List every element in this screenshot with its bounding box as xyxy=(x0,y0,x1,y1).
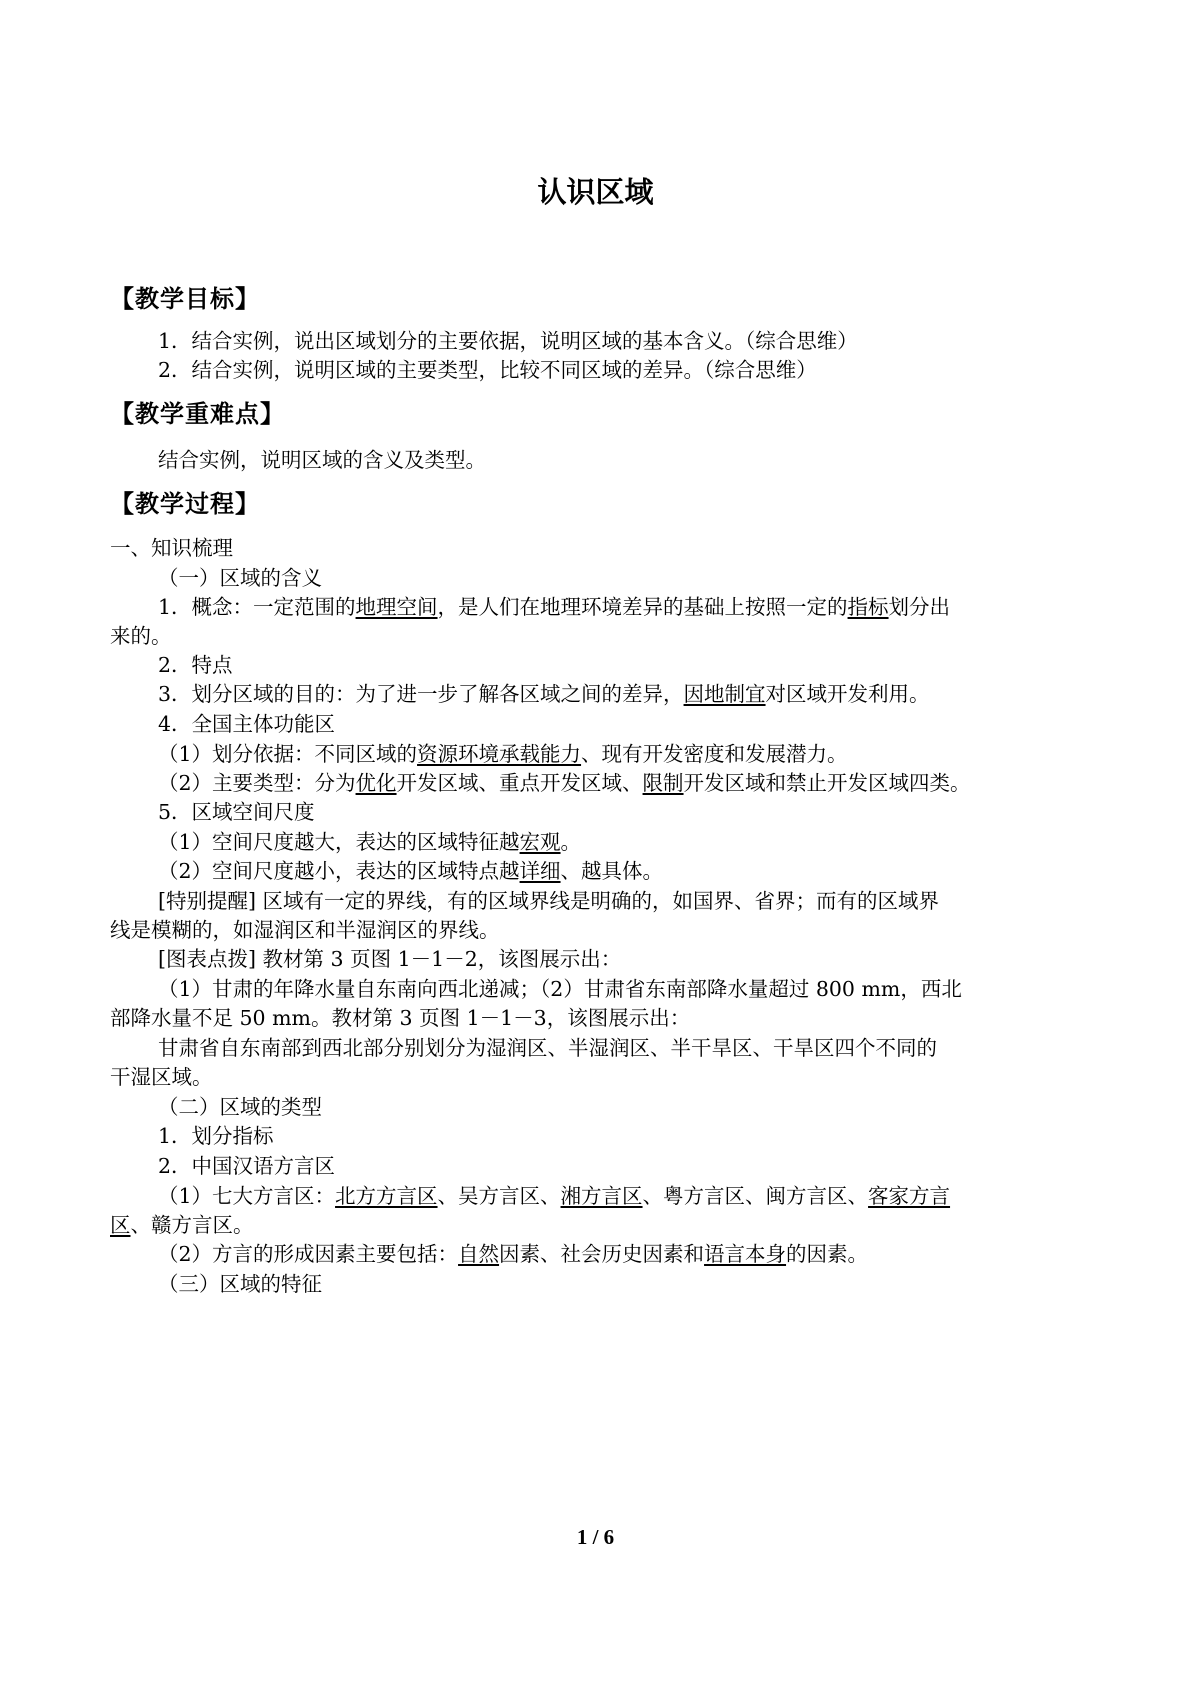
underlined-answer: 限制 xyxy=(642,771,684,795)
scale-large-line xyxy=(110,827,1143,857)
text: ，是人们在地理环境差异的基础上按照一定的 xyxy=(437,595,848,619)
text: 的因素。 xyxy=(786,1242,869,1266)
concept-line-continued: 来的。 xyxy=(110,624,172,648)
key-points-text: 结合实例，说明区域的含义及类型。 xyxy=(158,448,486,472)
scale-small-line xyxy=(110,856,1143,886)
goal-item-1: 1．结合实例，说出区域划分的主要依据，说明区域的基本含义。（综合思维） xyxy=(158,329,858,353)
features-line: 2．特点 xyxy=(158,653,233,677)
subsection-region-meaning: （一）区域的含义 xyxy=(158,566,322,590)
spatial-scale-line: 5．区域空间尺度 xyxy=(158,800,315,824)
indicator-line: 1．划分指标 xyxy=(158,1124,274,1148)
text: 因素、社会历史因素和 xyxy=(499,1242,705,1266)
special-reminder-line: [特别提醒] 区域有一定的界线，有的区域界线是明确的，如国界、省界；而有的区域界 xyxy=(158,889,940,913)
subsection-region-features: （三）区域的特征 xyxy=(158,1272,322,1296)
text: 对区域开发利用。 xyxy=(765,682,930,706)
zones-basis-line xyxy=(110,739,1143,769)
text: （2）空间尺度越小，表达的区域特点越 xyxy=(158,859,520,883)
concept-line xyxy=(110,592,1143,622)
text: （2）主要类型：分为 xyxy=(158,771,356,795)
text: 、现有开发密度和发展潜力。 xyxy=(581,742,848,766)
underlined-answer: 资源环境承载能力 xyxy=(417,742,582,766)
text: 、越具体。 xyxy=(560,859,664,883)
page-number: 1 / 6 xyxy=(576,1525,615,1549)
chart-tip-detail-line-continued: 部降水量不足 50 mm。教材第 3 页图 1－1－3，该图展示出： xyxy=(110,1006,691,1030)
text: 、吴方言区、 xyxy=(437,1184,561,1208)
heading-teaching-goals: 【教学目标】 xyxy=(110,285,260,313)
underlined-answer: 区 xyxy=(110,1213,131,1237)
text: 3．划分区域的目的：为了进一步了解各区域之间的差异， xyxy=(158,682,684,706)
text: 、赣方言区。 xyxy=(130,1213,254,1237)
dialect-factors-line xyxy=(110,1239,1143,1269)
text: 。 xyxy=(560,830,582,854)
chart-tip-detail-line: （1）甘肃的年降水量自东南向西北递减；（2）甘肃省东南部降水量超过 800 mm，西北 xyxy=(158,977,962,1001)
text: 划分出 xyxy=(888,595,951,619)
underlined-answer: 湘方言区 xyxy=(560,1184,643,1208)
heading-key-points: 【教学重难点】 xyxy=(110,400,285,428)
zones-types-line xyxy=(110,768,1143,798)
document-title: 认识区域 xyxy=(537,175,654,209)
text: （1）七大方言区： xyxy=(158,1184,336,1208)
text: 、粤方言区、闽方言区、 xyxy=(642,1184,869,1208)
underlined-answer: 因地制宜 xyxy=(683,682,766,706)
underlined-answer: 客家方言 xyxy=(868,1184,951,1208)
underlined-answer: 语言本身 xyxy=(704,1242,787,1266)
special-reminder-line-continued: 线是模糊的，如湿润区和半湿润区的界线。 xyxy=(110,918,500,942)
underlined-answer: 详细 xyxy=(519,859,561,883)
chart-tip-line: [图表点拨] 教材第 3 页图 1－1－2，该图展示出： xyxy=(158,947,622,971)
heading-teaching-process: 【教学过程】 xyxy=(110,490,260,518)
underlined-answer: 北方方言区 xyxy=(335,1184,438,1208)
text: 开发区域和禁止开发区域四类。 xyxy=(683,771,971,795)
section-knowledge-review: 一、知识梳理 xyxy=(110,536,233,560)
purpose-line xyxy=(110,679,1143,709)
text: （1）空间尺度越大，表达的区域特征越 xyxy=(158,830,520,854)
gansu-zones-line-continued: 干湿区域。 xyxy=(110,1065,213,1089)
dialect-line: 2．中国汉语方言区 xyxy=(158,1154,336,1178)
underlined-answer: 宏观 xyxy=(519,830,561,854)
text: （2）方言的形成因素主要包括： xyxy=(158,1242,459,1266)
goal-item-2: 2．结合实例，说明区域的主要类型，比较不同区域的差异。（综合思维） xyxy=(158,358,817,382)
text: （1）划分依据：不同区域的 xyxy=(158,742,418,766)
seven-dialects-line-continued xyxy=(110,1210,1095,1240)
gansu-zones-line: 甘肃省自东南部到西北部分别划分为湿润区、半湿润区、半干旱区、干旱区四个不同的 xyxy=(158,1036,937,1060)
text: 开发区域、重点开发区域、 xyxy=(396,771,643,795)
seven-dialects-line xyxy=(110,1181,1143,1211)
underlined-answer: 地理空间 xyxy=(355,595,438,619)
text: 1．概念：一定范围的 xyxy=(158,595,356,619)
subsection-region-types: （二）区域的类型 xyxy=(158,1095,322,1119)
underlined-answer: 指标 xyxy=(847,595,889,619)
functional-zones-line: 4．全国主体功能区 xyxy=(158,712,336,736)
underlined-answer: 优化 xyxy=(355,771,397,795)
underlined-answer: 自然 xyxy=(458,1242,500,1266)
